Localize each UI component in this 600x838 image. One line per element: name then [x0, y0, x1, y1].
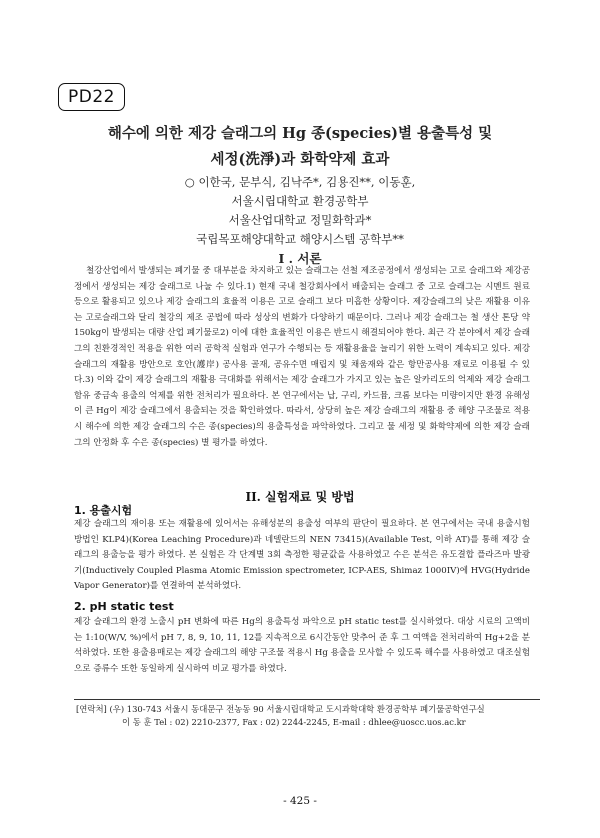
- affiliation-3: 국립목포해양대학교 해양시스템 공학부**: [196, 232, 404, 246]
- affiliation-2: 서울산업대학교 정밀화학과*: [228, 213, 372, 227]
- ph-static-test-paragraph: 제강 슬래그의 환경 노출시 pH 변화에 따른 Hg의 용출특성 파악으로 pH static test를 실시하였다. 대상 시료의 고액비는 1:10(W/V, %)에서 pH 7, 8, 9, 10, 11, 12를 지속적으로 6시간동안 맞추어 준 후 그 여액을 전처리하여 Hg+2을 분석하였다. 또한 용출용매로는 제강 슬래그의 해양 구조물 적용시 Hg 용출을 모사할 수 있도록 해수를 사용하였고 대조실험으로 증류수 또한 동일하게 실시하여 비교 평가를 하였다.: [74, 617, 530, 674]
- page-number: - 425 -: [283, 795, 317, 807]
- paper-title-line-2: 세정(洗淨)과 화학약제 효과: [210, 151, 390, 168]
- section-heading-methods: II. 실험재료 및 방법: [245, 490, 355, 504]
- introduction-paragraph: 철강산업에서 발생되는 폐기물 중 대부분을 차지하고 있는 슬래그는 선철 제조공정에서 생성되는 고로 슬래그와 제강공정에서 생성되는 제강 슬래그로 나눌 수 있다.1) 현재 국내 철강회사에서 배출되는 슬래그 중 고로 슬래그는 시멘트 원료 등으로 활용되고 있으나 제강 슬래그의 효율적 이용은 고로 슬래그 보다 미흡한 상황이다. 제강슬래그의 낮은 재활용 이유는 고로슬래그와 달리 철강의 제조 공법에 따라 성상의 변화가 다양하기 때문이다. 그러나 제강 슬래그는 철 생산 톤당 약 150kg이 발생되는 대량 산업 폐기물로2) 이에 대한 효율적인 이용은 반드시 해결되어야 한다. 최근 각 분야에서 제강 슬래그의 친환경적인 적용을 위한 여러 공학적 실험과 연구가 수행되는 등 재활용율을 늘리기 위한 노력이 계속되고 있다. 제강슬래그의 재활용 방안으로 호안(護岸) 공사용 골재, 공유수면 매립지 및 채움재와 같은 항만공사용 재료로 이용될 수 있다.3) 이와 같이 제강 슬래그의 재활용 극대화를 위해서는 제강 슬래그가 가지고 있는 높은 알카리도의 억제와 제강 슬래그 함유 중금속 용출의 억제를 위한 전처리가 필요하다. 본 연구에서는 납, 구리, 카드뮴, 크롬 보다는 미량이지만 환경 유해성이 큰 Hg이 제강 슬래그에서 용출되는 것을 확인하였다. 따라서, 상당히 높은 제강 슬래그의 재활용 중 해양 구조물로 적용시 해수에 의한 제강 슬래그의 수은 종(species)의 용출특성을 파악하였다. 그리고 물 세정 및 화학약제에 의한 제강 슬래그의 안정화 후 수은 종(species) 별 평가를 하였다.: [74, 266, 530, 448]
- section-heading-introduction: I . 서론: [278, 251, 322, 266]
- contact-address: [연락처] (우) 130-743 서울시 동대문구 전농동 90 서울시립대학교 도시과학대학 환경공학부 폐기물공학연구실: [76, 704, 485, 714]
- subsection-heading-ph-static-test: 2. pH static test: [74, 600, 174, 613]
- contact-details: 이 동 훈 Tel : 02) 2210-2377, Fax : 02) 2244-2245, E-mail : dhlee@uoscc.uos.ac.kr: [122, 717, 466, 727]
- footnote-divider: [74, 699, 540, 700]
- affiliation-1: 서울시립대학교 환경공학부: [231, 194, 369, 208]
- contact-info: [76, 703, 538, 729]
- leaching-test-paragraph: 제강 슬래그의 재이용 또는 재활용에 있어서는 유해성분의 용출성 여부의 판단이 필요하다. 본 연구에서는 국내 용출시험방법인 KLP4)(Korea Leaching Procedure)과 네델란드의 NEN 73415)(Available Test, 이하 AT)를 통해 제강 슬래그의 용출능을 평가 하였다. 본 실험은 각 단계별 3회 측정한 평균값을 사용하였고 수은 분석은 유도결합 플라즈마 발광기(Inductively Coupled Plasma Atomic Emission spectrometer, ICP-AES, Shimaz 1000IV)에 HVG(Hydride Vapor Generator)를 연결하여 분석하였다.: [74, 519, 530, 592]
- author-list: ○ 이한국, 문부식, 김낙주*, 김용진**, 이동훈,: [184, 175, 416, 189]
- subsection-heading-leaching-test: 1. 용출시험: [74, 504, 133, 517]
- poster-id-tag: PD22: [58, 83, 125, 111]
- paper-title-line-1: 해수에 의한 제강 슬래그의 Hg 종(species)별 용출특성 및: [107, 125, 493, 142]
